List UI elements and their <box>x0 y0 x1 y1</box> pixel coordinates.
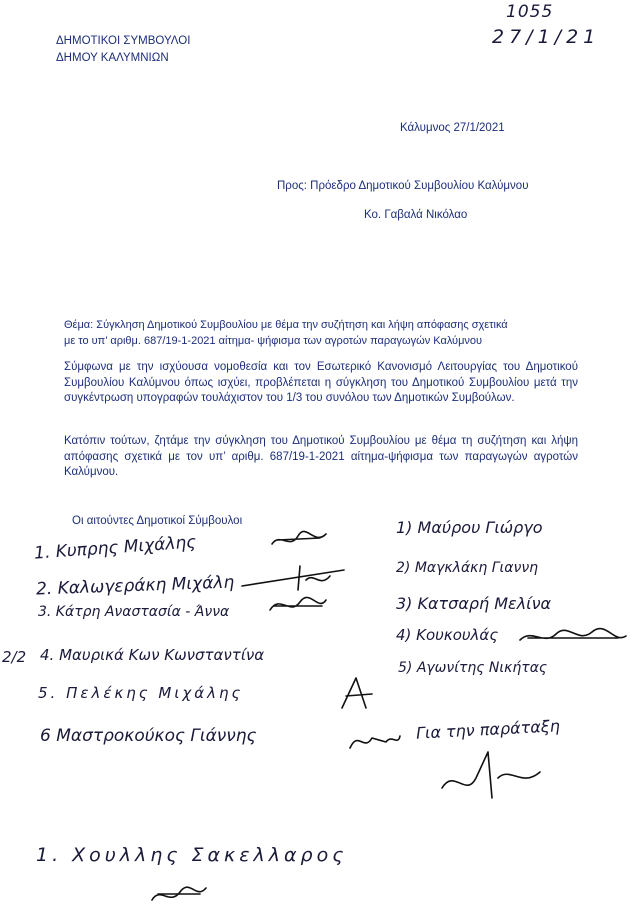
signature-right-4 <box>518 626 630 648</box>
signatory-left-1: 1. Κυπρης Μιχάλης <box>33 532 197 564</box>
protocol-number: 1055 <box>506 2 554 22</box>
signature-last <box>150 880 210 908</box>
body-paragraph-2: Κατόπιν τούτων, ζητάμε την σύγκληση του Δημοτικού Συμβουλίου με θέμα τη συζήτηση και λήψη απόφασης σχετικά με τον υπ’ αριθμ. 687/19-1-2021 αίτημα-ψήφισμα των παραγωγών αγροτών Καλύμνου. <box>64 435 578 478</box>
signature-1 <box>270 528 330 552</box>
signature-5 <box>336 676 380 712</box>
signatories-heading: Οι αιτούντες Δημοτικοί Σύμβουλοι <box>72 515 243 527</box>
date-line: Κάλυμνος 27/1/2021 <box>400 122 505 134</box>
signature-2 <box>240 562 350 594</box>
witness-note: Για την παράταξη <box>415 716 561 743</box>
signatory-left-3: 3. Κάτρη Αναστασία - Άννα <box>38 604 230 620</box>
margin-note: 2/2 <box>2 648 27 666</box>
signature-6 <box>346 726 402 754</box>
recipient-line-1: Προς: Πρόεδρο Δημοτικού Συμβουλίου Καλύμνου <box>277 180 529 192</box>
recipient-line-2: Κο. Γαβαλά Νικόλαο <box>364 209 468 221</box>
signatory-right-3: 3) Κατσαρή Μελίνα <box>396 594 552 613</box>
signature-witness <box>436 748 546 808</box>
signatory-right-4: 4) Κουκουλάς <box>396 626 499 644</box>
header-line-2: ΔΗΜΟΥ ΚΑΛΥΜΝΙΩΝ <box>56 52 169 64</box>
subject-line-1: Θέμα: Σύγκληση Δημοτικού Συμβουλίου με θέμα την συζήτηση και λήψη απόφασης σχετικά <box>64 319 508 331</box>
subject-line-2: με το υπ’ αριθμ. 687/19-1-2021 αίτημα- ψήφισμα των αγροτών παραγωγών Καλύμνου <box>64 335 483 347</box>
signatory-right-1: 1) Μαύρου Γιώργο <box>396 518 543 537</box>
signature-3 <box>268 592 328 618</box>
last-signatory: 1. Χουλλης Σακελλαρος <box>36 844 348 866</box>
signatory-left-5: 5. Πελέκης Μιχάλης <box>38 684 244 702</box>
signatory-left-6: 6 Μαστροκούκος Γιάννης <box>40 726 257 746</box>
header-line-1: ΔΗΜΟΤΙΚΟΙ ΣΥΜΒΟΥΛΟΙ <box>56 35 191 47</box>
body-paragraph-1: Σύμφωνα με την ισχύουσα νομοθεσία και τον Εσωτερικό Κανονισμό Λειτουργίας του Δημοτικού Συμβουλίου Καλύμνου όπως ισχύει, προβλέπεται η σύγκληση του Δημοτικού Συμβουλίου μετά την συγκέντρωση υπογραφών τουλάχιστον του 1/3 του συνόλου των Δημοτικών Συμβούλων. <box>64 361 578 404</box>
signatory-right-2: 2) Μαγκλάκη Γιαννη <box>396 560 539 576</box>
signatory-left-2: 2. Καλωγεράκη Μιχάλη <box>35 572 235 600</box>
signatory-left-4: 4. Μαυρικά Κων Κωνσταντίνα <box>40 646 265 664</box>
protocol-date: 27/1/21 <box>492 26 601 48</box>
signatory-right-5: 5) Αγωνίτης Νικήτας <box>398 660 548 676</box>
